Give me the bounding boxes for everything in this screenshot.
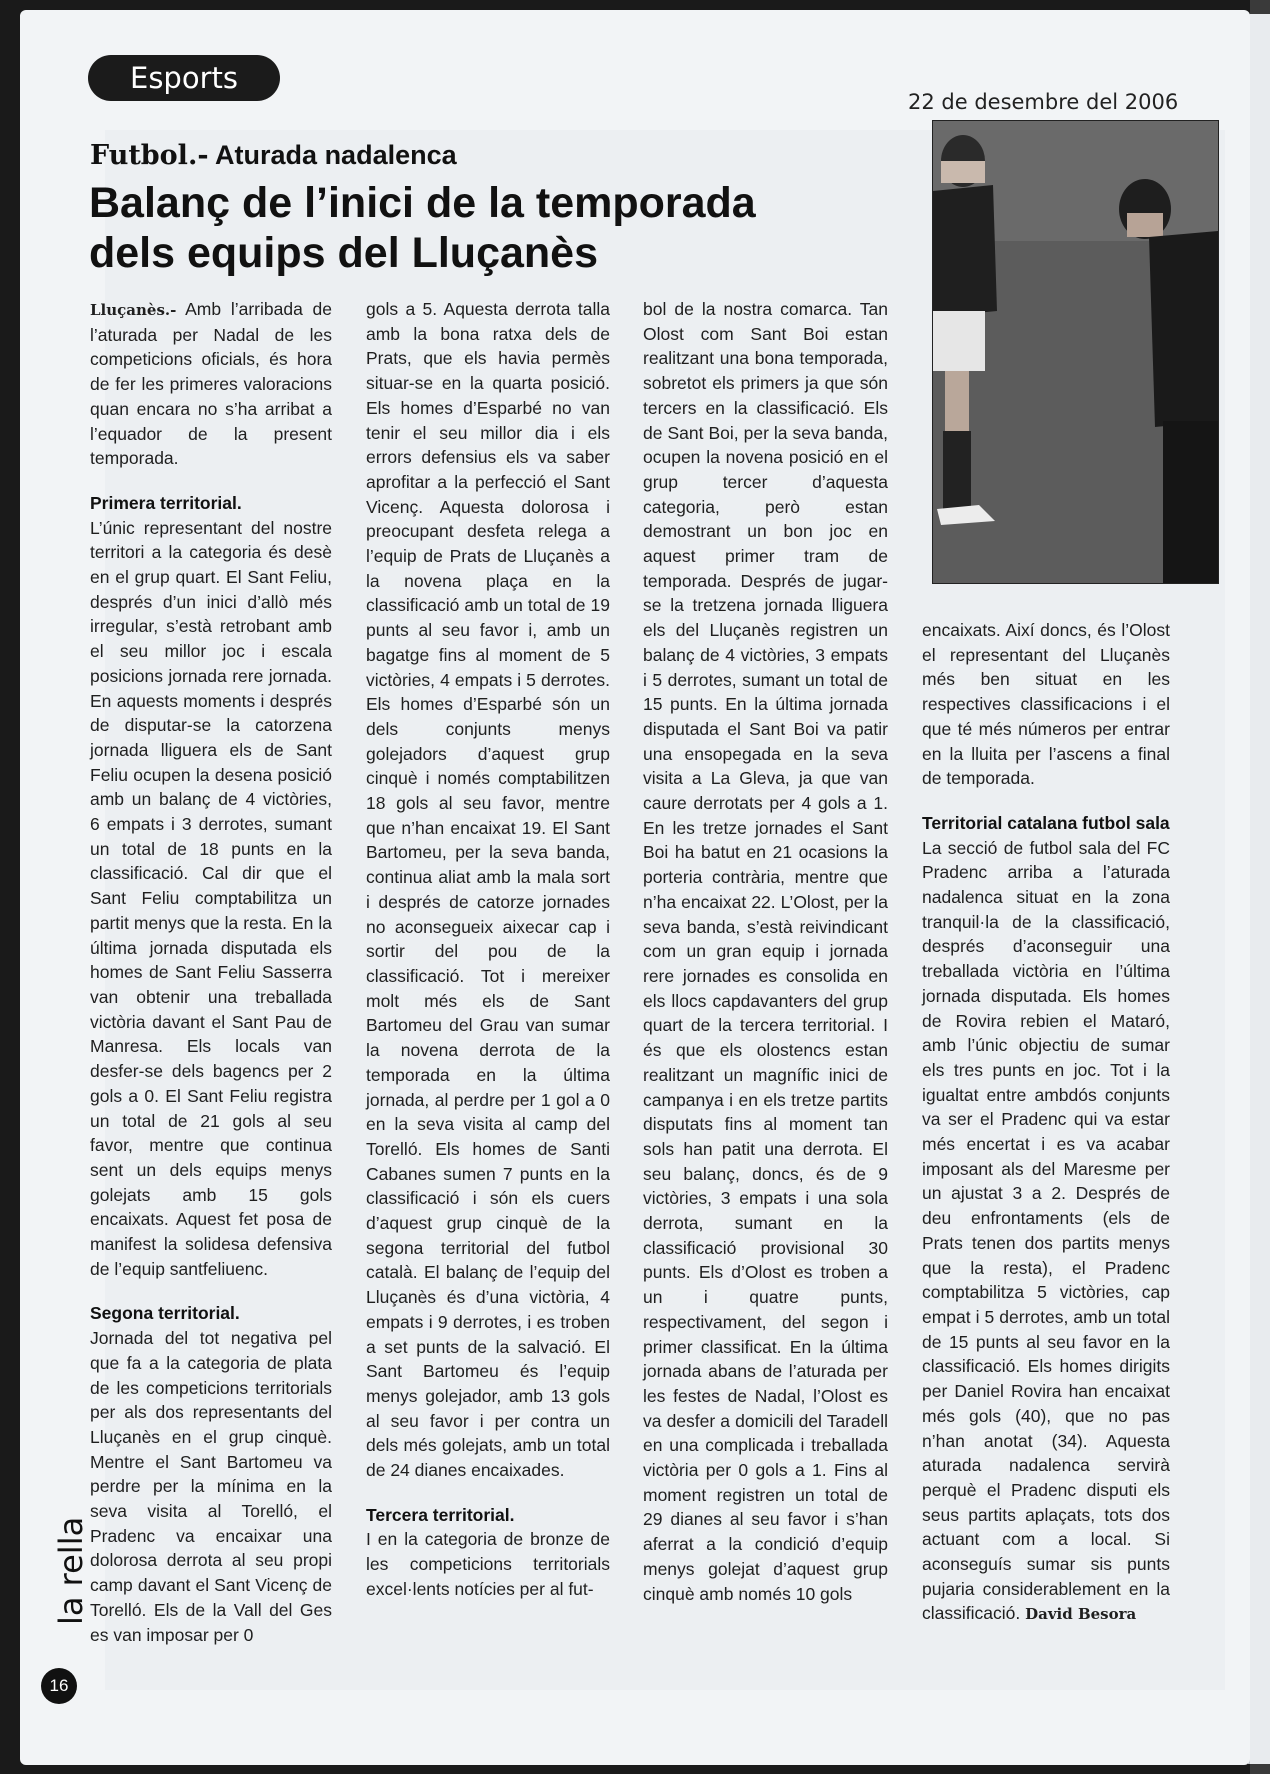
intro-text: Amb l’arribada de l’aturada per Nadal de les competicions oficials, és hora de fer les primeres valoracions quan encara no s’ha arribat a l’equador de la present temporada. <box>90 299 332 469</box>
football-players-photo <box>932 120 1219 584</box>
publication-name: la rella <box>52 1516 90 1625</box>
article-column-2 <box>366 297 610 1602</box>
article-column-1 <box>90 297 332 1647</box>
paragraph-primera-territorial: L’únic representant del nostre territori a la categoria és desè en el grup quart. El Sant Feliu, després d’un inici d’allò més irregular, s’està retrobant amb el seu millor joc i escala posicions jornada rere jornada. En aquests moments i després de disputar-se la catorzena jornada lliguera els de Sant Feliu ocupen la desena posició amb un balanç de 4 victòries, 6 empats i 3 derrotes, sumant un total de 18 punts en la classificació. Cal dir que el Sant Feliu comptabilitza un partit menys que la resta. En la última jornada disputada els homes de Sant Feliu Sasserra van obtenir una treballada victòria davant el Sant Pau de Manresa. Els locals van desfer-se dels bagencs per 2 gols a 0. El Sant Feliu registra un total de 21 gols al seu favor, mentre que continua sent un dels equips menys golejats amb 15 gols encaixats. Aquest fet posa de manifest la solidesa defensiva de l’equip santfeliuenc. <box>90 517 332 1279</box>
article-headline: Balanç de l’inici de la temporada dels equips del Lluçanès <box>89 179 756 277</box>
kicker-text: Aturada nadalenca <box>208 140 457 170</box>
section-badge: Esports <box>88 55 280 101</box>
paragraph-futbol-sala <box>922 836 1170 1628</box>
paragraph-tercera-territorial-part-1: I en la categoria de bronze de les competicions territorials excel·lents notícies per al fut- <box>366 1529 610 1599</box>
article-kicker <box>90 140 457 171</box>
issue-date: 22 de desembre del 2006 <box>908 90 1179 114</box>
paragraph-tercera-territorial-part-3: encaixats. Així doncs, és l’Olost el representant del Lluçanès més ben situat en les respectives classificacions i el que té més números per entrar en la lluita per l’ascens a final de temporada. <box>922 620 1170 789</box>
futbol-sala-text: La secció de futbol sala del FC Pradenc arriba a l’aturada nadalenca situat en la zona tranquil·la de la classificació, després d’aconseguir una treballada victòria en l’última jornada disputada. Els homes de Rovira rebien el Mataró, amb l’únic objectiu de sumar els tres punts en joc. Tot i la igualtat entre ambdós conjunts va ser el Pradenc qui va estar més encertat i es va acabar imposant als del Maresme per un ajustat 3 a 2. Després de deu enfrontaments (els de Prats tenen dos partits menys que la resta), el Pradenc comptabilitza 5 victòries, cap empat i 5 derrotes, amb un total de 15 punts al seu favor en la classificació. Els homes dirigits per Daniel Rovira han encaixat més gols (40), que no pas n’han anotat (34). Aquesta aturada nadalenca servirà perquè el Pradenc disputi els seus partits aplaçats, tots dos actuant com a local. Si aconseguís sumar sis punts pujaria considerablement en la classificació. <box>922 837 1170 1624</box>
paragraph-segona-territorial-part-1: Jornada del tot negativa pel que fa a la categoria de plata de les competicions territorials per als dos representants del Lluçanès en el grup cinquè. Mentre el Sant Bartomeu va perdre per la mínima en la seva visita al Torelló, el Pradenc va encaixar una dolorosa derrota al seu propi camp davant el Sant Vicenç de Torelló. Els de la Vall del Ges es van imposar per 0 <box>90 1328 332 1645</box>
intro-paragraph <box>90 297 332 471</box>
kicker-label: Futbol.- <box>90 140 209 171</box>
subhead-segona-territorial: Segona territorial. <box>90 1303 240 1324</box>
page-number: 16 <box>41 1668 77 1704</box>
author-signature: David Besora <box>1025 1605 1137 1624</box>
article-column-3 <box>643 297 888 1606</box>
dateline: Lluçanès.- <box>90 301 177 319</box>
subhead-tercera-territorial: Tercera territorial. <box>366 1504 515 1525</box>
paragraph-segona-territorial-part-2: gols a 5. Aquesta derrota talla amb la bona ratxa dels de Prats, que els havia permès situar-se en la quarta posició. Els homes d’Esparbé no van tenir el seu millor dia i els errors defensius els va saber aprofitar a la perfecció el Sant Vicenç. Aquesta dolorosa i preocupant desfeta relega a l’equip de Prats de Lluçanès a la novena plaça en la classificació amb un total de 19 punts al seu favor i, amb un bagatge fins al moment de 5 victòries, 4 empats i 5 derrotes. Els homes d’Esparbé són un dels conjunts menys golejadors d’aquest grup cinquè i només comptabilitzen 18 gols al seu favor, mentre que n’han encaixat 19. El Sant Bartomeu, per la seva banda, continua aliat amb la mala sort i després de catorze jornades no aconsegueix aixecar cap i sortir del pou de la classificació. Tot i mereixer molt més els de Sant Bartomeu del Grau van sumar la novena derrota de la temporada en la última jornada, al perdre per 1 gol a 0 en la seva visita al camp del Torelló. Els homes de Santi Cabanes sumen 7 punts en la classificació i són els cuers d’aquest grup cinquè de la segona territorial del futbol català. El balanç de l’equip del Lluçanès és d’una victòria, 4 empats i 9 derrotes, i es troben a set punts de la salvació. El Sant Bartomeu és l’equip menys golejador, amb 13 gols al seu favor i per contra un dels més golejats, amb un total de 24 dianes encaixades. <box>366 299 610 1481</box>
article-column-4 <box>922 618 1170 1627</box>
subhead-futbol-sala: Territorial catalana futbol sala <box>922 812 1170 833</box>
facing-page-edge <box>1248 14 1270 1764</box>
paragraph-tercera-territorial-part-2: bol de la nostra comarca. Tan Olost com Sant Boi estan realitzant una bona temporada, sobretot els primers ja que són tercers en la classificació. Els de Sant Boi, per la seva banda, ocupen la novena posició en el grup tercer d’aquesta categoria, però estan demostrant un bon joc en aquest primer tram de temporada. Després de jugar-se la tretzena jornada lliguera els del Lluçanès registren un balanç de 4 victòries, 3 empats i 5 derrotes, sumant un total de 15 punts. En la última jornada disputada el Sant Boi va patir una ensopegada en la seva visita a La Gleva, ja que van caure derrotats per 4 gols a 1. En les tretze jornades el Sant Boi ha batut en 21 ocasions la porteria contrària, mentre que n’ha encaixat 22. L’Olost, per la seva banda, s’està reivindicant com un gran equip i jornada rere jornades es consolida en els llocs capdavanters del grup quart de la tercera territorial. I és que els olostencs estan realitzant un magnífic inici de campanya i en els tretze partits disputats fins al moment tan sols han patit una derrota. El seu balanç, doncs, és de 9 victòries, 3 empats i una sola derrota, sumant en la classificació provisional 30 punts. Els d’Olost es troben a un i quatre punts, respectivament, del segon i primer classificat. En la última jornada abans de l’aturada per les festes de Nadal, l’Olost es va desfer a domicili del Taradell en una complicada i treballada victòria per 0 gols a 1. Fins al moment registren un total de 29 dianes al seu favor i s’han aferrat a la condició d’equip menys golejat d’aquest grup cinquè amb només 10 gols <box>643 299 888 1604</box>
players-illustration <box>933 121 1218 583</box>
subhead-primera-territorial: Primera territorial. <box>90 492 242 513</box>
